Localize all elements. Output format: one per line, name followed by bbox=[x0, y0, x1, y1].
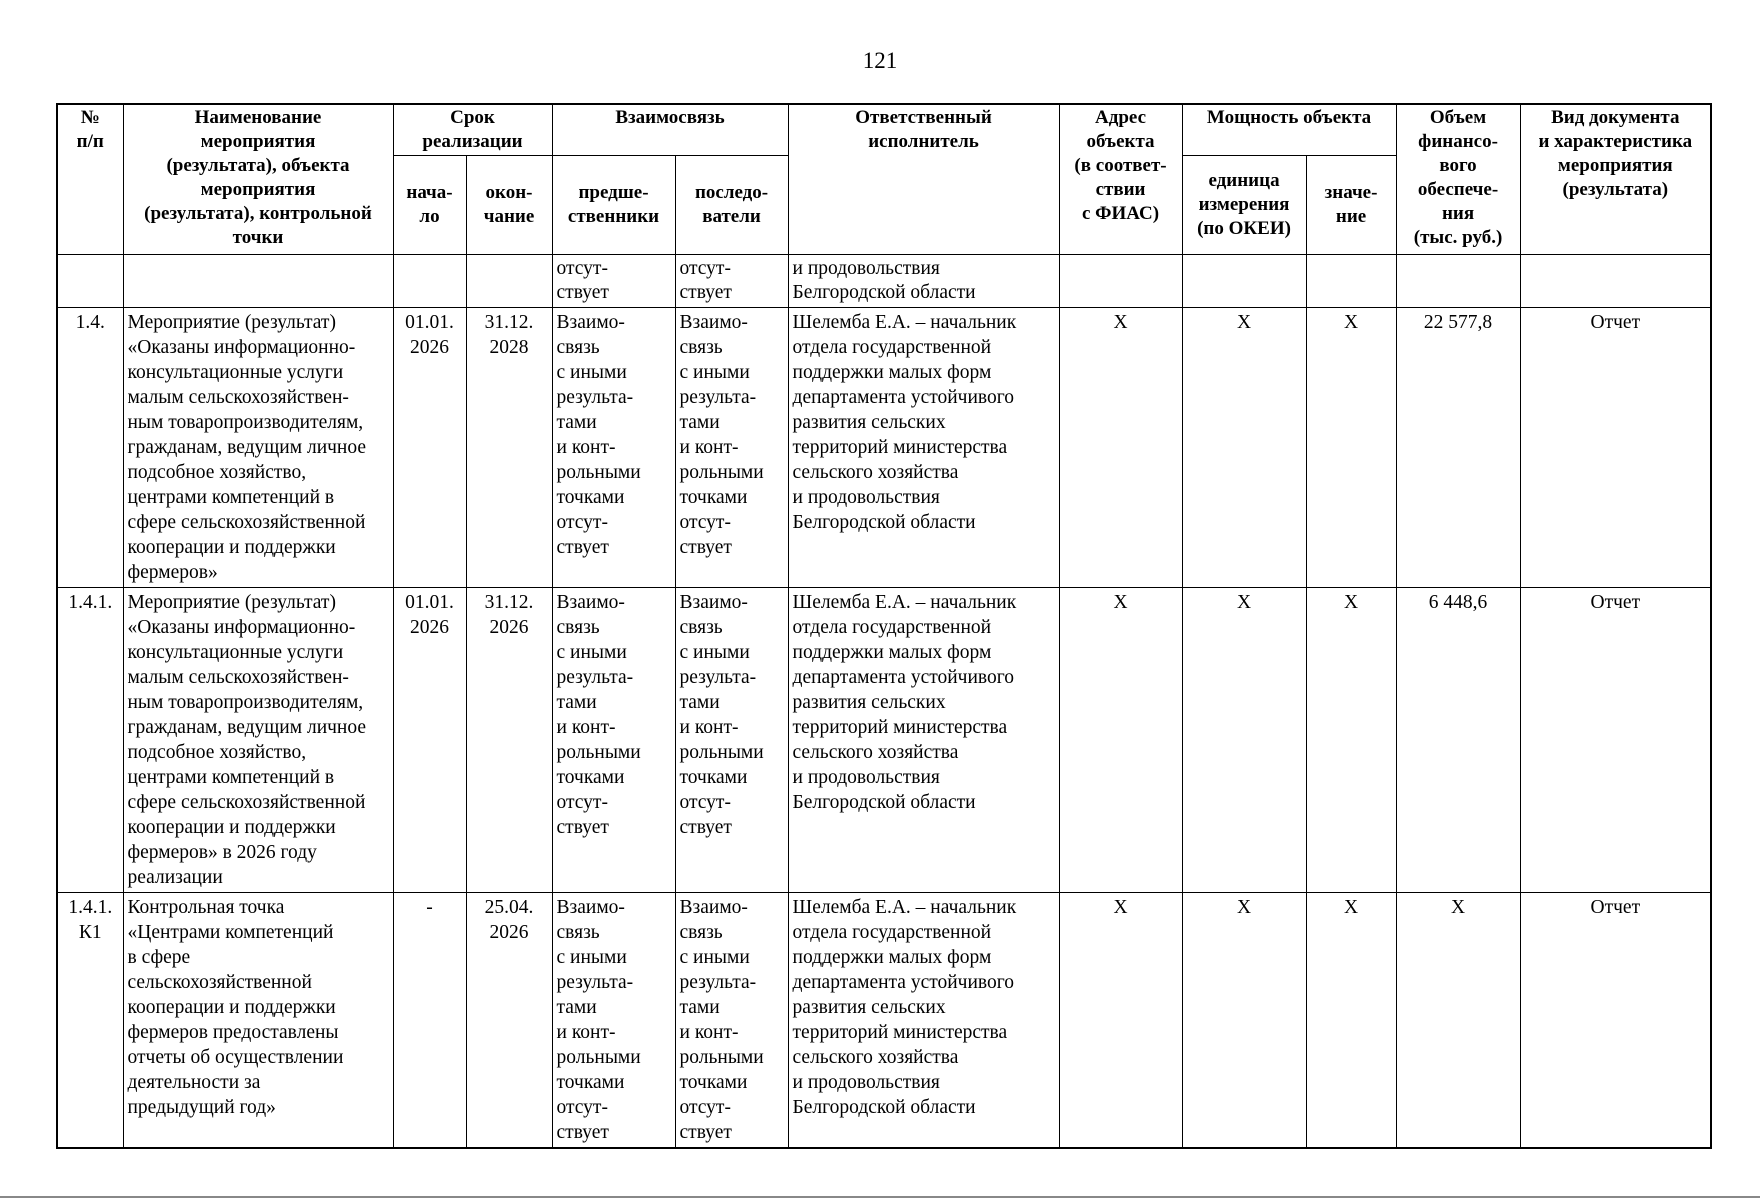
cell-name: Мероприятие (результат) «Оказаны информационно- консультационные услуги малым сельскохозяйствен- ным товаропроизводителям, гражданам, ведущим личное подсобное хозяйство, центрами компетенций в сфере сельскохозяйственной кооперации и поддержки фермеров» в 2026 году реализации bbox=[123, 588, 393, 893]
cell-value bbox=[1306, 255, 1396, 308]
cell-successors: Взаимо- связь с иными результа- тами и конт- рольными точками отсут- ствует bbox=[675, 893, 788, 1149]
cell-start: - bbox=[393, 893, 466, 1149]
cell-value: X bbox=[1306, 308, 1396, 588]
cell-start: 01.01. 2026 bbox=[393, 308, 466, 588]
header-responsible: Ответственный исполнитель bbox=[788, 104, 1059, 255]
cell-end: 31.12. 2028 bbox=[466, 308, 552, 588]
header-unit: единица измерения (по ОКЕИ) bbox=[1182, 156, 1306, 255]
cell-responsible: и продовольствия Белгородской области bbox=[788, 255, 1059, 308]
cell-value: X bbox=[1306, 893, 1396, 1149]
cell-unit: X bbox=[1182, 893, 1306, 1149]
cell-end: 31.12. 2026 bbox=[466, 588, 552, 893]
cell-num bbox=[57, 255, 123, 308]
cell-end: 25.04. 2026 bbox=[466, 893, 552, 1149]
header-volume: Объем финансо- вого обеспече- ния (тыс. руб.) bbox=[1396, 104, 1520, 255]
measures-table bbox=[56, 103, 1712, 1149]
header-row-1 bbox=[57, 104, 1711, 156]
cell-start: 01.01. 2026 bbox=[393, 588, 466, 893]
table-row bbox=[57, 588, 1711, 893]
cell-successors: Взаимо- связь с иными результа- тами и конт- рольными точками отсут- ствует bbox=[675, 308, 788, 588]
cell-unit bbox=[1182, 255, 1306, 308]
header-doctype: Вид документа и характеристика мероприятия (результата) bbox=[1520, 104, 1711, 255]
cell-value: X bbox=[1306, 588, 1396, 893]
cell-predecessors: Взаимо- связь с иными результа- тами и конт- рольными точками отсут- ствует bbox=[552, 893, 675, 1149]
page-number: 121 bbox=[862, 48, 898, 73]
cell-volume: 22 577,8 bbox=[1396, 308, 1520, 588]
header-address: Адрес объекта (в соответ- ствии с ФИАС) bbox=[1059, 104, 1182, 255]
scan-edge-line bbox=[0, 1196, 1760, 1198]
cell-responsible: Шелемба Е.А. – начальник отдела государственной поддержки малых форм департамента устойчивого развития сельских территорий министерства сельского хозяйства и продовольствия Белгородской области bbox=[788, 588, 1059, 893]
cell-num: 1.4. bbox=[57, 308, 123, 588]
header-num: № п/п bbox=[57, 104, 123, 255]
cell-predecessors: отсут- ствует bbox=[552, 255, 675, 308]
cell-name bbox=[123, 255, 393, 308]
cell-unit: X bbox=[1182, 588, 1306, 893]
cell-name: Контрольная точка «Центрами компетенций в сфере сельскохозяйственной кооперации и поддержки фермеров предоставлены отчеты об осуществлении деятельности за предыдущий год» bbox=[123, 893, 393, 1149]
cell-doc: Отчет bbox=[1520, 893, 1711, 1149]
header-capacity: Мощность объекта bbox=[1182, 104, 1396, 156]
header-end: окон- чание bbox=[466, 156, 552, 255]
cell-predecessors: Взаимо- связь с иными результа- тами и конт- рольными точками отсут- ствует bbox=[552, 588, 675, 893]
cell-volume: X bbox=[1396, 893, 1520, 1149]
header-term: Срок реализации bbox=[393, 104, 552, 156]
cell-num: 1.4.1. К1 bbox=[57, 893, 123, 1149]
cell-responsible: Шелемба Е.А. – начальник отдела государственной поддержки малых форм департамента устойчивого развития сельских территорий министерства сельского хозяйства и продовольствия Белгородской области bbox=[788, 308, 1059, 588]
cell-doc bbox=[1520, 255, 1711, 308]
cell-address: X bbox=[1059, 893, 1182, 1149]
cell-volume: 6 448,6 bbox=[1396, 588, 1520, 893]
header-name: Наименование мероприятия (результата), объекта мероприятия (результата), контрольной точки bbox=[123, 104, 393, 255]
header-start: нача- ло bbox=[393, 156, 466, 255]
cell-successors: Взаимо- связь с иными результа- тами и конт- рольными точками отсут- ствует bbox=[675, 588, 788, 893]
cell-unit: X bbox=[1182, 308, 1306, 588]
cell-doc: Отчет bbox=[1520, 588, 1711, 893]
header-link: Взаимосвязь bbox=[552, 104, 788, 156]
cell-address bbox=[1059, 255, 1182, 308]
header-value: значе- ние bbox=[1306, 156, 1396, 255]
header-predecessors: предше- ственники bbox=[552, 156, 675, 255]
cell-address: X bbox=[1059, 308, 1182, 588]
continuation-row bbox=[57, 255, 1711, 308]
header-successors: последо- ватели bbox=[675, 156, 788, 255]
cell-name: Мероприятие (результат) «Оказаны информационно- консультационные услуги малым сельскохозяйствен- ным товаропроизводителям, гражданам, ведущим личное подсобное хозяйство, центрами компетенций в сфере сельскохозяйственной кооперации и поддержки фермеров» bbox=[123, 308, 393, 588]
cell-successors: отсут- ствует bbox=[675, 255, 788, 308]
table-row bbox=[57, 893, 1711, 1149]
cell-start bbox=[393, 255, 466, 308]
cell-address: X bbox=[1059, 588, 1182, 893]
cell-predecessors: Взаимо- связь с иными результа- тами и конт- рольными точками отсут- ствует bbox=[552, 308, 675, 588]
cell-volume bbox=[1396, 255, 1520, 308]
cell-end bbox=[466, 255, 552, 308]
table-row bbox=[57, 308, 1711, 588]
cell-num: 1.4.1. bbox=[57, 588, 123, 893]
cell-responsible: Шелемба Е.А. – начальник отдела государственной поддержки малых форм департамента устойчивого развития сельских территорий министерства сельского хозяйства и продовольствия Белгородской области bbox=[788, 893, 1059, 1149]
cell-doc: Отчет bbox=[1520, 308, 1711, 588]
